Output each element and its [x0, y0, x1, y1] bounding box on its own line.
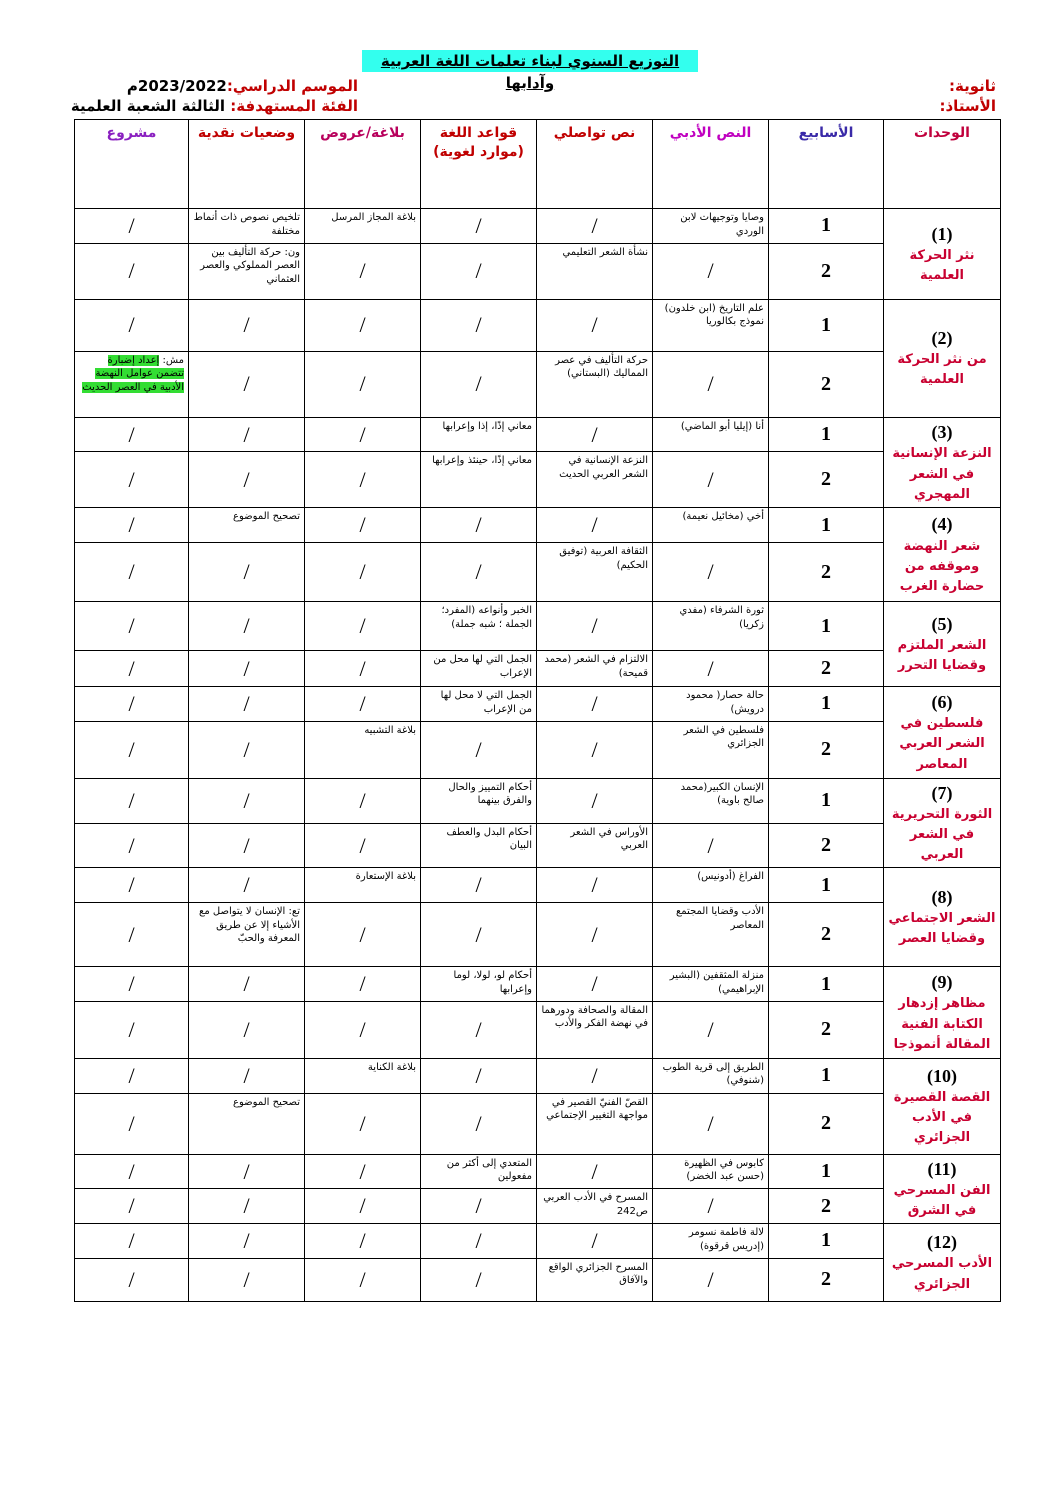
table-row: [75, 452, 1001, 508]
table-row: [75, 508, 1001, 543]
lit-cell: وصايا وتوجيهات لابن الوردي: [653, 209, 769, 244]
col-weeks-header: الأسابيع: [769, 120, 884, 209]
lit-cell: فلسطين في الشعر الجزائري: [653, 721, 769, 778]
proj-cell: /: [75, 243, 189, 299]
proj-cell: [75, 351, 189, 417]
week-cell: 2: [769, 823, 884, 868]
gram-cell: أحكام لو، لولا، لوما وإعرابها: [421, 967, 537, 1002]
crit-cell: /: [189, 687, 305, 722]
rhet-cell: /: [305, 351, 421, 417]
comm-cell: /: [537, 417, 653, 452]
rhet-cell: /: [305, 651, 421, 687]
unit-number: (10): [927, 1065, 957, 1086]
table-row: [75, 1093, 1001, 1154]
week-cell: 2: [769, 721, 884, 778]
proj-cell: /: [75, 508, 189, 543]
comm-cell: /: [537, 967, 653, 1002]
unit-cell: [884, 778, 1001, 868]
week-cell: 2: [769, 903, 884, 967]
gram-cell: /: [421, 1224, 537, 1259]
gram-cell: معاني إذًا، إذا وإعرابها: [421, 417, 537, 452]
table-row: [75, 721, 1001, 778]
comm-cell: المسرح في الأدب العربي ص242: [537, 1189, 653, 1224]
lit-cell: /: [653, 1189, 769, 1224]
table-row: [75, 209, 1001, 244]
week-cell: 2: [769, 543, 884, 602]
rhet-cell: /: [305, 967, 421, 1002]
unit-number: (5): [931, 613, 953, 634]
gram-cell: /: [421, 299, 537, 351]
table-row: [75, 903, 1001, 967]
proj-cell: /: [75, 868, 189, 903]
table-row: [75, 299, 1001, 351]
table-row: [75, 543, 1001, 602]
unit-cell: [884, 687, 1001, 779]
comm-cell: /: [537, 868, 653, 903]
target-label: الفئة المستهدفة:: [230, 97, 358, 115]
unit-cell: [884, 602, 1001, 687]
col-rhetoric-header: بلاغة/عروض: [305, 120, 421, 209]
lit-cell: لالة فاطمة نسومر (إدريس قرقوة): [653, 1224, 769, 1259]
unit-cell: [884, 508, 1001, 602]
unit-number: (12): [927, 1232, 957, 1253]
comm-cell: الالتزام في الشعر (محمد قميحة): [537, 651, 653, 687]
rhet-cell: /: [305, 1001, 421, 1058]
week-cell: 2: [769, 1001, 884, 1058]
rhet-cell: /: [305, 1189, 421, 1224]
week-cell: 1: [769, 602, 884, 651]
season-label: الموسم الدراسي:: [226, 77, 358, 95]
proj-cell: /: [75, 721, 189, 778]
rhet-cell: /: [305, 903, 421, 967]
proj-cell: /: [75, 1093, 189, 1154]
week-cell: 2: [769, 651, 884, 687]
week-cell: 2: [769, 1189, 884, 1224]
week-cell: 2: [769, 351, 884, 417]
rhet-cell: /: [305, 1093, 421, 1154]
week-cell: 1: [769, 209, 884, 244]
gram-cell: /: [421, 1189, 537, 1224]
rhet-cell: /: [305, 417, 421, 452]
table-row: [75, 823, 1001, 868]
unit-number: (1): [931, 223, 953, 244]
proj-cell: /: [75, 1224, 189, 1259]
rhet-cell: بلاغة التشبيه: [305, 721, 421, 778]
table-row: [75, 417, 1001, 452]
comm-cell: /: [537, 602, 653, 651]
gram-cell: المتعدي إلى أكثر من مفعولين: [421, 1154, 537, 1189]
proj-cell: /: [75, 1258, 189, 1301]
rhet-cell: /: [305, 823, 421, 868]
lit-cell: كابوس في الظهيرة (حسن عبد الخضر): [653, 1154, 769, 1189]
rhet-cell: بلاغة الكناية: [305, 1058, 421, 1093]
unit-name: الشعر الملتزم وقضايا التحرر: [897, 638, 987, 674]
week-cell: 1: [769, 1058, 884, 1093]
unit-cell: [884, 967, 1001, 1059]
table-row: [75, 351, 1001, 417]
crit-cell: /: [189, 1154, 305, 1189]
crit-cell: /: [189, 823, 305, 868]
comm-cell: /: [537, 299, 653, 351]
unit-cell: [884, 417, 1001, 508]
table-row: [75, 1001, 1001, 1058]
comm-cell: الأوراس في الشعر العربي: [537, 823, 653, 868]
unit-name: الفن المسرحي في الشرق: [893, 1182, 991, 1218]
page-title: التوزيع السنوي لبناء تعلمات اللغة العربية وآدابها: [362, 50, 698, 72]
unit-number: (11): [927, 1158, 957, 1179]
lit-cell: /: [653, 351, 769, 417]
unit-number: (7): [931, 782, 953, 803]
gram-cell: /: [421, 903, 537, 967]
comm-cell: المسرح الجزائري الواقع والآفاق: [537, 1258, 653, 1301]
unit-name: مظاهر إزدهار الكتابة الفنية المقالة أنموذجا: [893, 996, 991, 1052]
comm-cell: النزعة الإنسانية في الشعر العربي الحديث: [537, 452, 653, 508]
unit-name: الثورة التحريرية في الشعر العربي: [891, 807, 993, 863]
unit-cell: [884, 868, 1001, 967]
rhet-cell: /: [305, 1154, 421, 1189]
rhet-cell: /: [305, 778, 421, 823]
crit-cell: /: [189, 543, 305, 602]
unit-cell: [884, 299, 1001, 417]
table-row: [75, 243, 1001, 299]
lit-cell: /: [653, 823, 769, 868]
crit-cell: /: [189, 1224, 305, 1259]
rhet-cell: /: [305, 508, 421, 543]
col-critical-header: وضعيات نقدية: [189, 120, 305, 209]
table-row: [75, 651, 1001, 687]
lit-cell: /: [653, 1258, 769, 1301]
lit-cell: أخي (مخائيل نعيمة): [653, 508, 769, 543]
col-units-header: الوحدات: [884, 120, 1001, 209]
crit-cell: تلخيص نصوص ذات أنماط مختلفة: [189, 209, 305, 244]
unit-name: نثر الحركة العلمية: [909, 247, 975, 283]
col-grammar-header: [421, 120, 537, 209]
unit-number: (9): [931, 972, 953, 993]
project-highlight-text: إعداد إضبارة تتضمن عوامل النهضة الأدبية في العصر الحديث: [82, 354, 184, 393]
week-cell: 2: [769, 1093, 884, 1154]
comm-cell: /: [537, 1224, 653, 1259]
rhet-cell: /: [305, 243, 421, 299]
crit-cell: /: [189, 299, 305, 351]
table-row: [75, 1058, 1001, 1093]
school-label: ثانوية:: [948, 77, 996, 95]
crit-cell: /: [189, 721, 305, 778]
gram-cell: أحكام التمييز والحال والفرق بينهما: [421, 778, 537, 823]
comm-cell: نشأة الشعر التعليمي: [537, 243, 653, 299]
gram-cell: أحكام البدل والعطف البيان: [421, 823, 537, 868]
rhet-cell: /: [305, 1224, 421, 1259]
distribution-table: [74, 119, 1001, 1302]
comm-cell: /: [537, 778, 653, 823]
unit-name: الشعر الاجتماعي وقضايا العصر: [888, 911, 996, 947]
crit-cell: تع: الإنسان لا يتواصل مع الأشياء إلا عن طريق المعرفة والحبّ: [189, 903, 305, 967]
crit-cell: /: [189, 417, 305, 452]
crit-cell: /: [189, 1258, 305, 1301]
rhet-cell: /: [305, 1258, 421, 1301]
comm-cell: /: [537, 209, 653, 244]
lit-cell: /: [653, 243, 769, 299]
proj-cell: /: [75, 1189, 189, 1224]
week-cell: 2: [769, 452, 884, 508]
proj-cell: /: [75, 417, 189, 452]
proj-cell: /: [75, 823, 189, 868]
lit-cell: /: [653, 452, 769, 508]
gram-cell: الجمل التي لها محل من الإعراب: [421, 651, 537, 687]
gram-cell: /: [421, 1093, 537, 1154]
lit-cell: الطريق إلى قرية الطوب (شنوفي): [653, 1058, 769, 1093]
table-row: [75, 1258, 1001, 1301]
gram-cell: /: [421, 1001, 537, 1058]
table-row: [75, 1189, 1001, 1224]
comm-cell: /: [537, 721, 653, 778]
week-cell: 1: [769, 1154, 884, 1189]
gram-cell: /: [421, 721, 537, 778]
lit-cell: حالة حصار( محمود درويش): [653, 687, 769, 722]
rhet-cell: /: [305, 299, 421, 351]
proj-cell: /: [75, 299, 189, 351]
teacher-label: الأستاذ:: [939, 97, 996, 115]
unit-name: النزعة الإنسانية في الشعر المهجري: [892, 446, 992, 502]
gram-cell: معاني إذًا، حينئذ وإعرابها: [421, 452, 537, 508]
proj-cell: /: [75, 967, 189, 1002]
week-cell: 1: [769, 868, 884, 903]
unit-number: (8): [931, 887, 953, 908]
gram-cell: /: [421, 868, 537, 903]
table-row: [75, 602, 1001, 651]
table-row: [75, 778, 1001, 823]
comm-cell: /: [537, 1154, 653, 1189]
lit-cell: علم التاريخ (ابن خلدون) نموذج بكالوريا: [653, 299, 769, 351]
lit-cell: الفراغ (أدونيس): [653, 868, 769, 903]
unit-number: (3): [931, 422, 953, 443]
season-line: [127, 77, 358, 95]
gram-cell: الخبر وأنواعه (المفرد؛ الجملة ؛ شبه جملة): [421, 602, 537, 651]
table-row: [75, 967, 1001, 1002]
unit-name: الأدب المسرحي الجزائري: [891, 1256, 993, 1292]
proj-cell: /: [75, 903, 189, 967]
crit-cell: /: [189, 651, 305, 687]
gram-cell: الجمل التي لا محل لها من الإعراب: [421, 687, 537, 722]
unit-cell: [884, 1224, 1001, 1302]
table-row: [75, 687, 1001, 722]
week-cell: 1: [769, 967, 884, 1002]
table-row: [75, 1224, 1001, 1259]
week-cell: 1: [769, 687, 884, 722]
crit-cell: /: [189, 351, 305, 417]
comm-cell: /: [537, 1058, 653, 1093]
proj-cell: /: [75, 1154, 189, 1189]
header-row: [75, 120, 1001, 209]
crit-cell: /: [189, 967, 305, 1002]
unit-cell: [884, 209, 1001, 300]
proj-cell: /: [75, 209, 189, 244]
rhet-cell: بلاغة الإستعارة: [305, 868, 421, 903]
week-cell: 1: [769, 417, 884, 452]
unit-cell: [884, 1058, 1001, 1154]
crit-cell: ون: حركة التأليف بين العصر المملوكي والعصر العثماني: [189, 243, 305, 299]
proj-cell: /: [75, 602, 189, 651]
gram-cell: /: [421, 243, 537, 299]
lit-cell: منزلة المثقفين (البشير الإبراهيمي): [653, 967, 769, 1002]
col-project-header: مشروع: [75, 120, 189, 209]
target-value: الثالثة الشعبة العلمية: [70, 97, 226, 115]
unit-cell: [884, 1154, 1001, 1224]
rhet-cell: /: [305, 543, 421, 602]
week-cell: 1: [769, 299, 884, 351]
crit-cell: /: [189, 1001, 305, 1058]
lit-cell: الأدب وقضايا المجتمع المعاصر: [653, 903, 769, 967]
crit-cell: /: [189, 778, 305, 823]
week-cell: 1: [769, 508, 884, 543]
proj-cell: /: [75, 452, 189, 508]
week-cell: 1: [769, 1224, 884, 1259]
week-cell: 1: [769, 778, 884, 823]
grammar-subtitle: (موارد لغوية): [433, 143, 524, 160]
gram-cell: /: [421, 1258, 537, 1301]
rhet-cell: بلاغة المجاز المرسل: [305, 209, 421, 244]
comm-cell: /: [537, 687, 653, 722]
crit-cell: /: [189, 452, 305, 508]
unit-name: من نثر الحركة العلمية: [897, 352, 987, 388]
comm-cell: المقالة والصحافة ودورهما في نهضة الفكر والأدب: [537, 1001, 653, 1058]
unit-number: (6): [931, 692, 953, 713]
crit-cell: تصحيح الموضوع: [189, 508, 305, 543]
table-row: [75, 868, 1001, 903]
lit-cell: ثورة الشرفاء (مفدي زكريا): [653, 602, 769, 651]
unit-name: فلسطين في الشعر العربي المعاصر: [899, 716, 985, 772]
lit-cell: /: [653, 651, 769, 687]
comm-cell: الثقافة العربية (توفيق الحكيم): [537, 543, 653, 602]
table-row: [75, 1154, 1001, 1189]
gram-cell: /: [421, 543, 537, 602]
proj-cell: /: [75, 1001, 189, 1058]
proj-cell: /: [75, 543, 189, 602]
col-literary-header: النص الأدبي: [653, 120, 769, 209]
proj-cell: /: [75, 651, 189, 687]
gram-cell: /: [421, 351, 537, 417]
rhet-cell: /: [305, 602, 421, 651]
season-value: 2023/2022م: [126, 77, 227, 95]
lit-cell: /: [653, 1001, 769, 1058]
comm-cell: حركة التأليف في عصر المماليك (البستاني): [537, 351, 653, 417]
lit-cell: /: [653, 1093, 769, 1154]
crit-cell: /: [189, 1189, 305, 1224]
crit-cell: /: [189, 602, 305, 651]
lit-cell: /: [653, 543, 769, 602]
comm-cell: /: [537, 903, 653, 967]
unit-name: القصة القصيرة في الأدب الجزائري: [893, 1090, 991, 1146]
crit-cell: تصحيح الموضوع: [189, 1093, 305, 1154]
unit-number: (4): [931, 514, 953, 535]
lit-cell: أنا (إيليا أبو الماضي): [653, 417, 769, 452]
week-cell: 2: [769, 1258, 884, 1301]
unit-name: شعر النهضة وموقفه من حضارة الغرب: [899, 538, 985, 594]
col-communicative-header: نص تواصلي: [537, 120, 653, 209]
target-line: [71, 97, 358, 115]
project-prefix: مش:: [162, 354, 184, 366]
lit-cell: الإنسان الكبير(محمد صالح باوية): [653, 778, 769, 823]
comm-cell: /: [537, 508, 653, 543]
week-cell: 2: [769, 243, 884, 299]
gram-cell: /: [421, 209, 537, 244]
gram-cell: /: [421, 508, 537, 543]
proj-cell: /: [75, 778, 189, 823]
crit-cell: /: [189, 1058, 305, 1093]
proj-cell: /: [75, 687, 189, 722]
rhet-cell: /: [305, 452, 421, 508]
gram-cell: /: [421, 1058, 537, 1093]
crit-cell: /: [189, 868, 305, 903]
rhet-cell: /: [305, 687, 421, 722]
comm-cell: القصّ الفنيّ القصير في مواجهة التغيير الإجتماعي: [537, 1093, 653, 1154]
grammar-title: قواعد اللغة: [439, 125, 518, 141]
unit-number: (2): [931, 327, 953, 348]
proj-cell: /: [75, 1058, 189, 1093]
